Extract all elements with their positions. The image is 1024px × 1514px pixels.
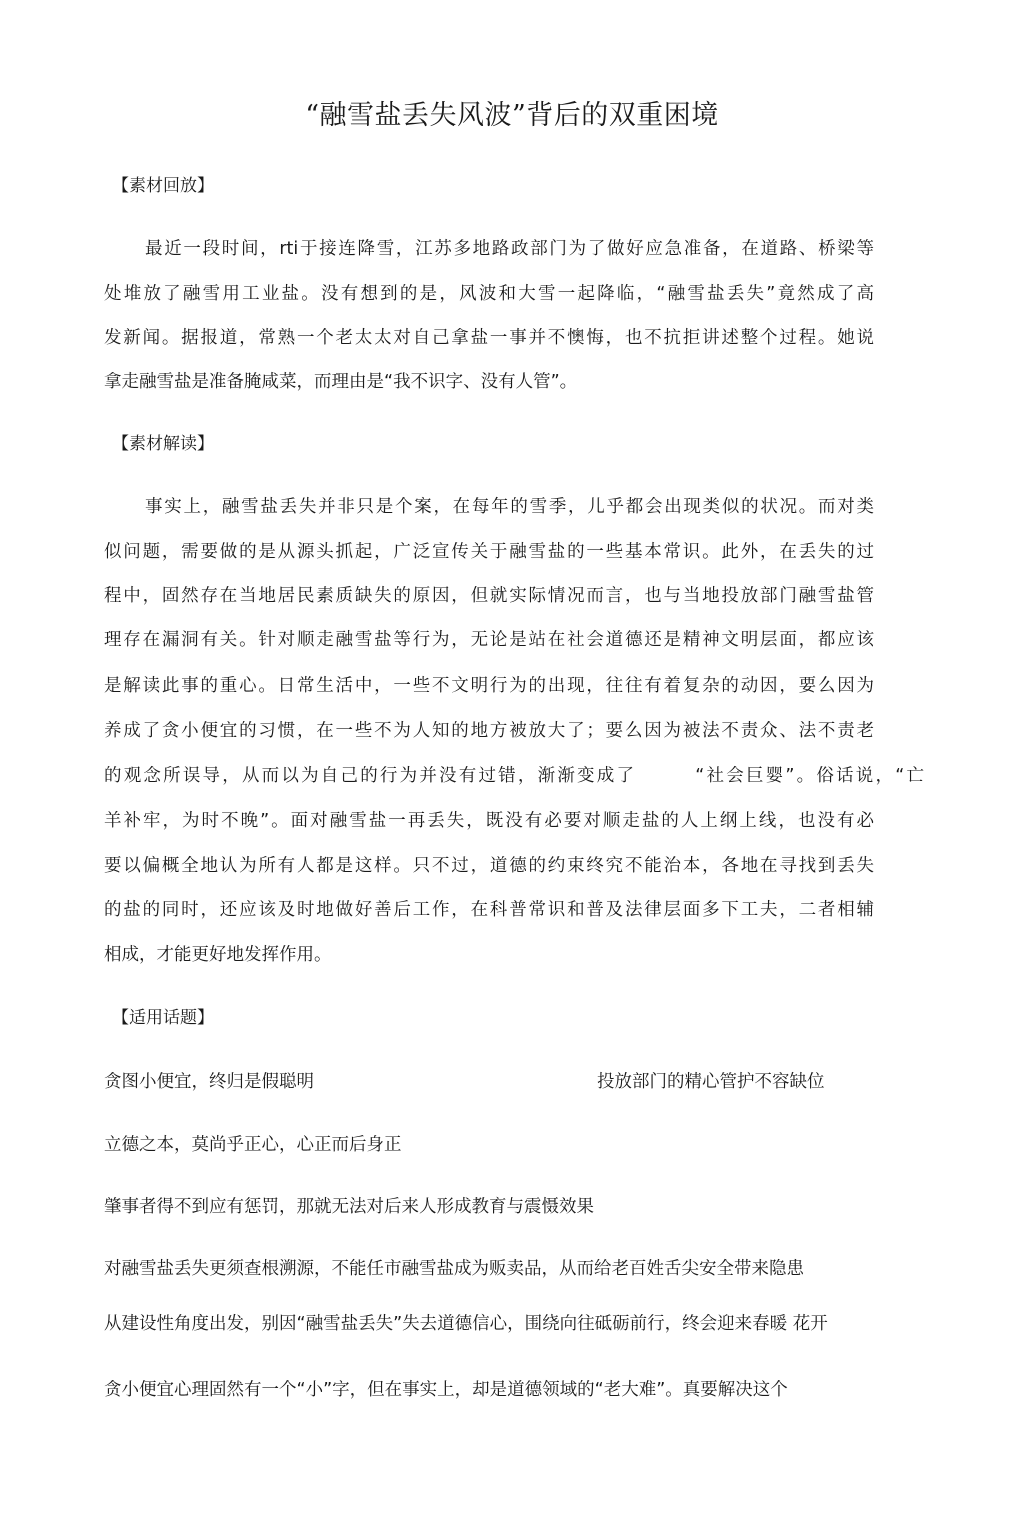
paragraph-line: 相成，才能更好地发挥作用。 <box>104 945 332 965</box>
paragraph-line: 发新闻。据报道，常熟一个老太太对自己拿盐一事并不懊悔，也不抗拒讲述整个过程。她说 <box>104 328 874 348</box>
section-label-applicable-topics: 【适用话题】 <box>112 1008 214 1028</box>
paragraph-line: 的观念所误导，从而以为自己的行为并没有过错，渐渐变成了 “社会巨婴”。俗话说，“亡 <box>104 766 924 786</box>
paragraph-line: 事实上，融雪盐丢失并非只是个案，在每年的雪季，儿乎都会出现类似的状况。而对类 <box>145 497 874 517</box>
paragraph-line: 是解读此事的重心。日常生活中，一些不文明行为的出现，往往有着复杂的动因，要么因为 <box>104 676 874 696</box>
topic-item: 从建设性角度出发，别因“融雪盐丢失”失去道德信心，围绕向往砥砺前行，终会迎来春暖 花开 <box>104 1314 828 1334</box>
paragraph-line: 似问题，需要做的是从源头抓起，广泛宣传关于融雪盐的一些基本常识。此外，在丢失的过 <box>104 542 874 562</box>
paragraph-line: 拿走融雪盐是准备腌咸菜，而理由是“我不识字、没有人管”。 <box>104 372 578 392</box>
topic-item: 投放部门的精心管护不容缺位 <box>597 1072 825 1092</box>
topic-item: 对融雪盐丢失更须查根溯源，不能任市融雪盐成为贩卖品，从而给老百姓舌尖安全带来隐患 <box>104 1259 804 1279</box>
paragraph-line: 羊补牢，为时不晚”。面对融雪盐一再丢失，既没有必要对顺走盐的人上纲上线，也没有必 <box>104 811 874 831</box>
paragraph-line: 要以偏概全地认为所有人都是这样。只不过，道德的约束终究不能治本，各地在寻找到丢失 <box>104 856 874 876</box>
topic-item: 肇事者得不到应有惩罚，那就无法对后来人形成教育与震慑效果 <box>104 1197 594 1217</box>
topic-item: 贪小便宜心理固然有一个“小”字，但在事实上，却是道德领域的“老大难”。真要解决这个 <box>104 1380 788 1400</box>
document-title: “融雪盐丢失风波”背后的双重困境 <box>305 100 719 131</box>
paragraph-line: 处堆放了融雪用工业盐。没有想到的是，风波和大雪一起降临，“融雪盐丢失”竟然成了高 <box>104 284 874 304</box>
section-label-material-playback: 【素材回放】 <box>112 176 214 196</box>
paragraph-line: 养成了贪小便宜的习惯，在一些不为人知的地方被放大了；要么因为被法不责众、法不责老 <box>104 721 874 741</box>
paragraph-line: 程中，固然存在当地居民素质缺失的原因，但就实际情况而言，也与当地投放部门融雪盐管 <box>104 586 874 606</box>
topic-item: 贪图小便宜，终归是假聪明 <box>104 1072 314 1092</box>
paragraph-line: 的盐的同时，还应该及时地做好善后工作，在科普常识和普及法律层面多下工夫，二者相辅 <box>104 900 874 920</box>
section-label-material-interpretation: 【素材解读】 <box>112 434 214 454</box>
paragraph-line: 最近一段时间，rti于接连降雪，江苏多地路政部门为了做好应急准备，在道路、桥梁等 <box>145 239 874 259</box>
topic-item: 立德之本，莫尚乎正心，心正而后身正 <box>104 1135 402 1155</box>
paragraph-line: 理存在漏洞有关。针对顺走融雪盐等行为，无论是站在社会道德还是精神文明层面，都应该 <box>104 630 874 650</box>
